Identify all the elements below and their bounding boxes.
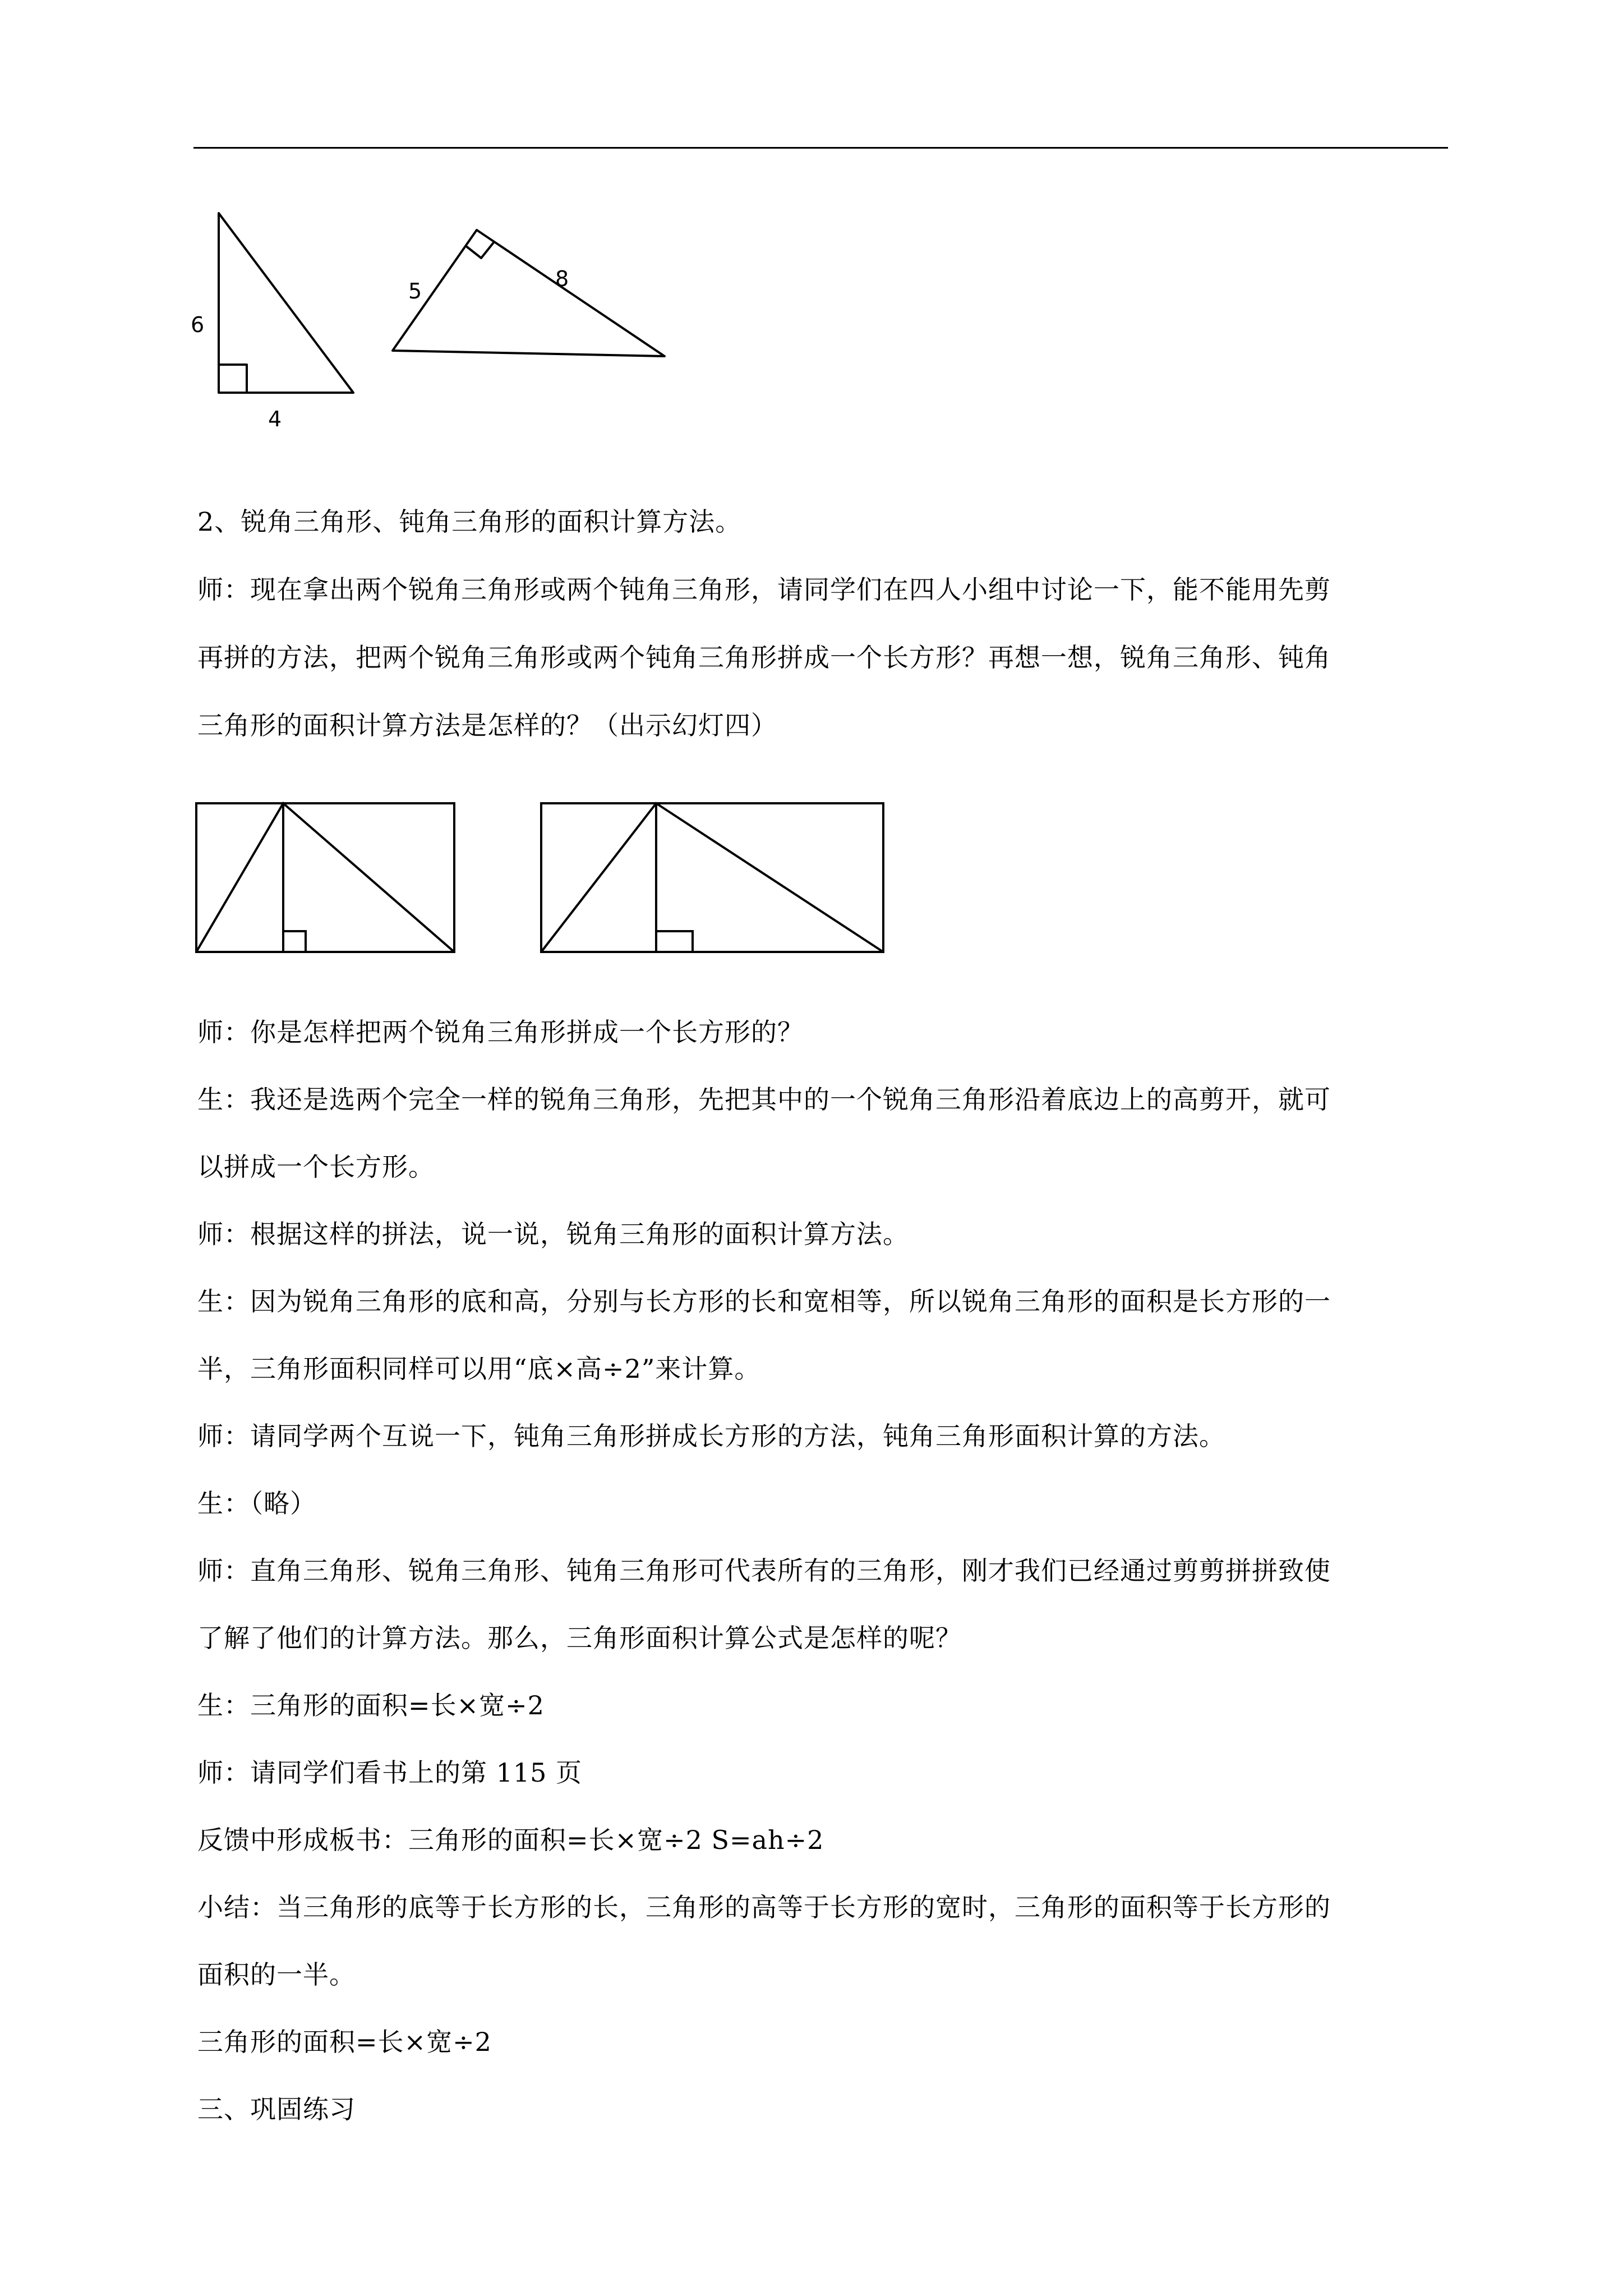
paragraph: 师：请同学们看书上的第 115 页 bbox=[197, 1757, 583, 1788]
leg-label-5: 5 bbox=[408, 279, 422, 303]
paragraph: 生：三角形的面积=长×宽÷2 bbox=[197, 1690, 545, 1720]
header-rule bbox=[193, 147, 1448, 149]
leg-label-8: 8 bbox=[555, 266, 569, 291]
paragraph: 三角形的面积=长×宽÷2 bbox=[197, 2027, 492, 2057]
acute-triangle-2 bbox=[541, 803, 883, 952]
base-label: 4 bbox=[268, 407, 282, 431]
right-angle-mark-3 bbox=[283, 931, 306, 952]
paragraph: 了解了他们的计算方法。那么，三角形面积计算公式是怎样的呢？ bbox=[197, 1623, 962, 1653]
paragraph: 半，三角形面积同样可以用“底×高÷2”来计算。 bbox=[197, 1354, 761, 1384]
paragraph: 生：（略） bbox=[197, 1488, 316, 1519]
paragraph: 师：请同学两个互说一下，钝角三角形拼成长方形的方法，钝角三角形面积计算的方法。 bbox=[197, 1421, 1225, 1451]
paragraph: 师：现在拿出两个锐角三角形或两个钝角三角形，请同学们在四人小组中讨论一下，能不能用先剪 bbox=[197, 574, 1331, 605]
paragraph: 三、巩固练习 bbox=[197, 2094, 356, 2124]
rectangle-2 bbox=[541, 803, 883, 952]
paragraph: 生：我还是选两个完全一样的锐角三角形，先把其中的一个锐角三角形沿着底边上的高剪开，就可 bbox=[197, 1084, 1331, 1115]
acute-triangle bbox=[196, 803, 454, 952]
paragraph: 师：你是怎样把两个锐角三角形拼成一个长方形的？ bbox=[197, 1017, 804, 1047]
paragraph: 以拼成一个长方形。 bbox=[197, 1152, 435, 1182]
rectangles-figure bbox=[185, 797, 914, 965]
paragraph: 师：根据这样的拼法，说一说，锐角三角形的面积计算方法。 bbox=[197, 1219, 909, 1249]
paragraph: 面积的一半。 bbox=[197, 1959, 356, 1990]
rotated-right-triangle bbox=[393, 230, 665, 356]
height-label: 6 bbox=[191, 312, 205, 337]
right-angle-mark-2 bbox=[465, 241, 495, 258]
paragraph: 2、锐角三角形、钝角三角形的面积计算方法。 bbox=[197, 507, 742, 537]
paragraph: 小结：当三角形的底等于长方形的长，三角形的高等于长方形的宽时，三角形的面积等于长方形的 bbox=[197, 1892, 1331, 1922]
paragraph: 生：因为锐角三角形的底和高，分别与长方形的长和宽相等，所以锐角三角形的面积是长方形的一 bbox=[197, 1286, 1331, 1317]
right-angle-mark-4 bbox=[656, 931, 693, 952]
paragraph: 三角形的面积计算方法是怎样的？（出示幻灯四） bbox=[197, 710, 777, 740]
right-angle-mark bbox=[219, 365, 247, 393]
paragraph: 反馈中形成板书：三角形的面积=长×宽÷2 S=ah÷2 bbox=[197, 1825, 824, 1855]
paragraph: 再拼的方法，把两个锐角三角形或两个钝角三角形拼成一个长方形？再想一想，锐角三角形、钝角 bbox=[197, 642, 1331, 673]
triangles-figure bbox=[185, 202, 690, 438]
paragraph: 师：直角三角形、锐角三角形、钝角三角形可代表所有的三角形，刚才我们已经通过剪剪拼拼致使 bbox=[197, 1556, 1331, 1586]
rectangle-1 bbox=[196, 803, 454, 952]
